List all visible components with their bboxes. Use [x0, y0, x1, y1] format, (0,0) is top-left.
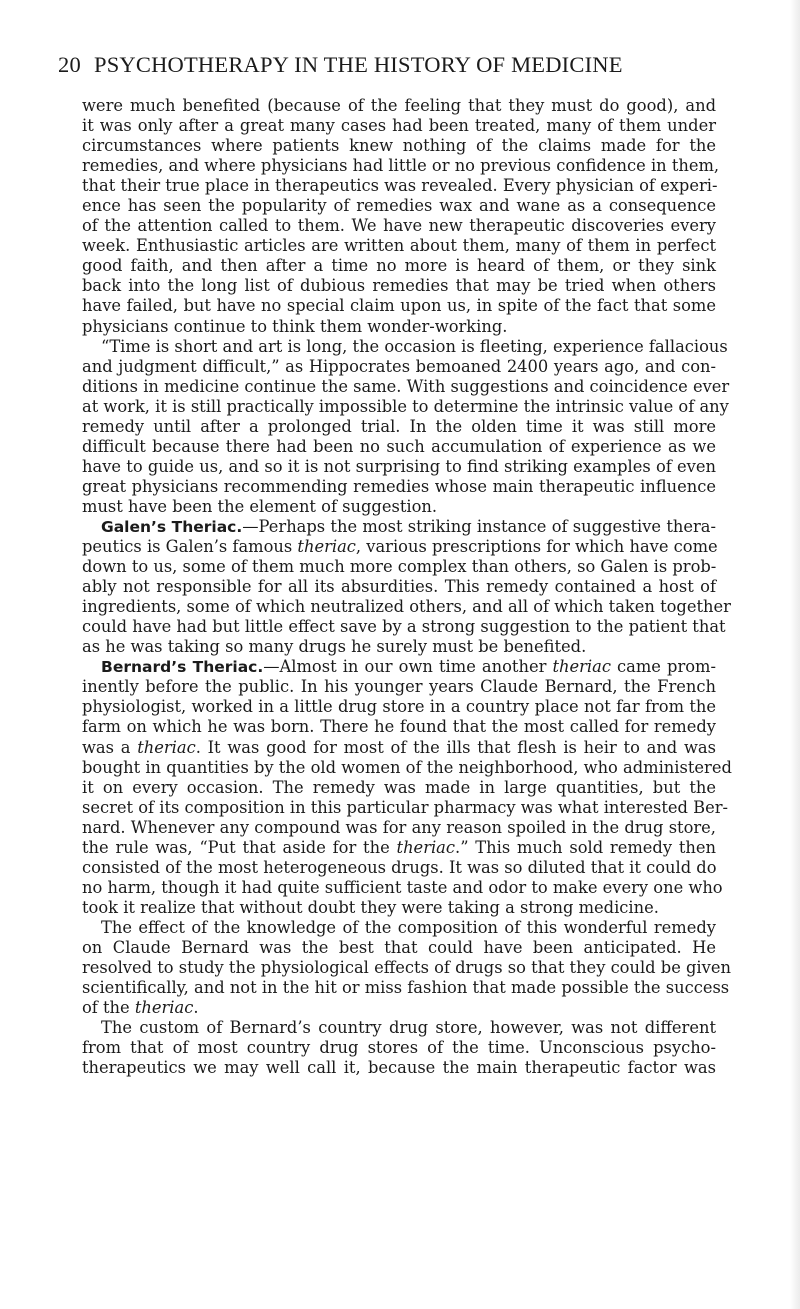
paragraph-6	[82, 1018, 716, 1078]
text-line: physicians continue to think them wonder-working.	[82, 316, 508, 336]
italic-term: theriac	[297, 537, 356, 557]
text-line: physiologist, worked in a little drug store in a country place not far from the	[82, 697, 716, 717]
text-line: The custom of Bernard’s country drug store, however, was not different	[101, 1018, 716, 1038]
text-line: ably not responsible for all its absurdities. This remedy contained a host of	[82, 577, 716, 597]
text-line: must have been the element of suggestion.	[82, 496, 438, 516]
text-line: down to us, some of them much more complex than others, so Galen is prob-	[82, 557, 717, 577]
text-line: from that of most country drug stores of the time. Unconscious psycho-	[82, 1038, 716, 1058]
text-line: have to guide us, and so it is not surprising to find striking examples of even	[82, 456, 716, 476]
text-line: ence has seen the popularity of remedies wax and wane as a consequence	[82, 196, 716, 216]
text-line: difficult because there had been no such accumulation of experience as we	[82, 436, 716, 456]
text-line: good faith, and then after a time no more is heard of them, or they sink	[82, 256, 716, 276]
heading-line-text: —Almost in our own time another theriac came prom-	[263, 657, 716, 677]
text-line: great physicians recommending remedies whose main therapeutic influence	[82, 476, 716, 496]
body-text	[82, 96, 732, 1078]
section-heading-galens-theriac: Galen’s Theriac.	[101, 517, 243, 536]
text-line: as he was taking so many drugs he surely must be benefited.	[82, 637, 587, 657]
text-line: week. Enthusiastic articles are written about them, many of them in perfect	[82, 236, 716, 256]
text-line: no harm, though it had quite sufficient taste and odor to make every one who	[82, 877, 723, 897]
text-line: peutics is Galen’s famous theriac, various prescriptions for which have come	[82, 537, 718, 557]
text-line: circumstances where patients knew nothing of the claims made for the	[82, 136, 716, 156]
text-line: of the theriac.	[82, 998, 199, 1018]
text-line: on Claude Bernard was the best that could have been anticipated. He	[82, 937, 716, 957]
heading-line-text: —Perhaps the most striking instance of suggestive thera-	[242, 516, 716, 536]
text-line: remedies, and where physicians had little or no previous confidence in them,	[82, 156, 720, 176]
text-line	[82, 517, 716, 537]
text-line: bought in quantities by the old women of the neighborhood, who administered	[82, 757, 732, 777]
text-line: therapeutics we may well call it, because the main therapeutic factor was	[82, 1058, 716, 1078]
section-heading-bernards-theriac: Bernard’s Theriac.	[101, 658, 264, 677]
text-line: of the attention called to them. We have new therapeutic discoveries every	[82, 216, 716, 236]
text-line: the rule was, “Put that aside for the theriac.” This much sold remedy then	[82, 837, 716, 857]
text-line: nard. Whenever any compound was for any reason spoiled in the drug store,	[82, 817, 716, 837]
running-head	[58, 52, 724, 80]
text-line: “Time is short and art is long, the occasion is fleeting, experience fallacious	[101, 336, 728, 356]
text-line: took it realize that without doubt they were taking a strong medicine.	[82, 897, 659, 917]
page-edge-shadow	[790, 0, 800, 1309]
text-line: The effect of the knowledge of the composition of this wonderful remedy	[101, 917, 716, 937]
text-line: inently before the public. In his younger years Claude Bernard, the French	[82, 677, 716, 697]
text-line: was a theriac. It was good for most of the ills that flesh is heir to and was	[82, 737, 716, 757]
paragraph-galens-theriac	[82, 516, 731, 657]
text-line: have failed, but have no special claim upon us, in spite of the fact that some	[82, 296, 716, 316]
text-line: that their true place in therapeutics was revealed. Every physician of experi-	[82, 176, 718, 196]
text-line: farm on which he was born. There he found that the most called for remedy	[82, 717, 716, 737]
italic-term: theriac	[134, 998, 194, 1018]
text-line	[82, 657, 716, 677]
text-line: ditions in medicine continue the same. With suggestions and coincidence ever	[82, 376, 730, 396]
italic-term: theriac	[137, 737, 196, 757]
text-line: could have had but little effect save by a strong suggestion to the patient that	[82, 617, 726, 637]
italic-term: theriac	[396, 837, 456, 857]
paragraph-bernards-theriac	[82, 657, 732, 918]
text-line: secret of its composition in this particular pharmacy was what interested Ber-	[82, 797, 729, 817]
running-title: PSYCHOTHERAPY IN THE HISTORY OF MEDICINE	[94, 52, 623, 77]
text-line: resolved to study the physiological effects of drugs so that they could be given	[82, 958, 731, 978]
paragraph-5	[82, 917, 731, 1018]
text-line: ingredients, some of which neutralized others, and all of which taken together	[82, 597, 731, 617]
paragraph-1	[82, 96, 720, 337]
text-line: scientifically, and not in the hit or miss fashion that made possible the success	[82, 978, 730, 998]
text-line: consisted of the most heterogeneous drugs. It was so diluted that it could do	[82, 857, 717, 877]
italic-term: theriac	[552, 657, 611, 677]
paragraph-2	[82, 336, 730, 517]
text-line: and judgment difficult,” as Hippocrates bemoaned 2400 years ago, and con-	[82, 356, 716, 376]
text-line: remedy until after a prolonged trial. In the olden time it was still more	[82, 416, 716, 436]
text-line: it was only after a great many cases had been treated, many of them under	[82, 116, 716, 136]
text-line: at work, it is still practically impossible to determine the intrinsic value of any	[82, 396, 729, 416]
text-line: back into the long list of dubious remedies that may be tried when others	[82, 276, 716, 296]
text-line: it on every occasion. The remedy was made in large quantities, but the	[82, 777, 716, 797]
text-line: were much benefited (because of the feeling that they must do good), and	[82, 96, 716, 115]
page-number: 20	[58, 52, 81, 77]
